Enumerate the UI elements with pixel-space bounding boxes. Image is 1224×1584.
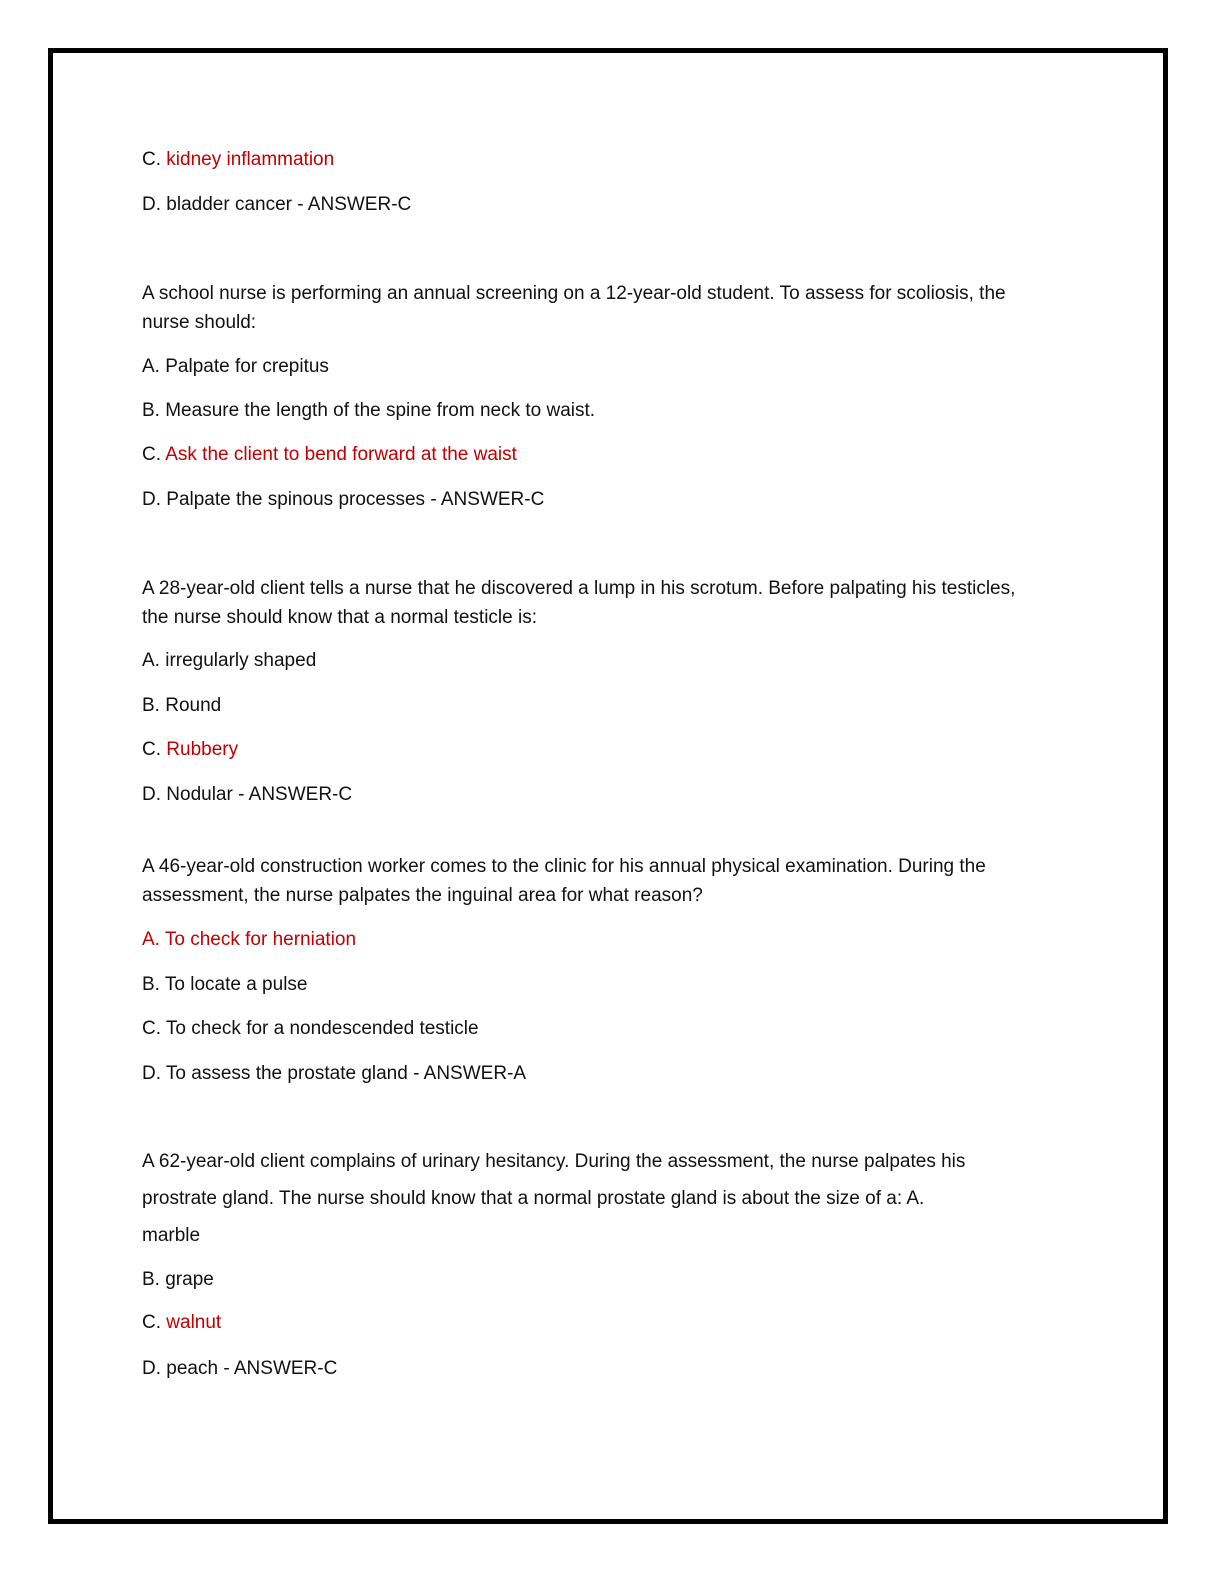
q3-option-a xyxy=(142,928,356,952)
q4-option-c-text: walnut xyxy=(166,1312,222,1333)
q1-stem-line1: A school nurse is performing an annual screening on a 12-year-old student. To assess for scoliosis, the xyxy=(142,283,1006,304)
q4-option-c xyxy=(142,1311,221,1335)
q4-option-b: B. grape xyxy=(142,1269,214,1290)
q3-option-b: B. To locate a pulse xyxy=(142,974,308,995)
q3-option-a-text: To check for herniation xyxy=(164,929,357,950)
q2-stem-line2: the nurse should know that a normal testicle is: xyxy=(142,607,537,628)
q2-stem-line1: A 28-year-old client tells a nurse that he discovered a lump in his scrotum. Before palpating his testicles, xyxy=(142,578,1016,599)
q0-option-c-letter: C. xyxy=(142,149,161,170)
q3-option-a-letter: A. xyxy=(142,929,160,950)
q4-option-d: D. peach - ANSWER-C xyxy=(142,1358,338,1379)
q0-option-c xyxy=(142,148,334,172)
q4-stem-line2: prostrate gland. The nurse should know that a normal prostate gland is about the size of a: A. xyxy=(142,1188,925,1209)
q2-option-b: B. Round xyxy=(142,695,222,716)
q2-option-a: A. irregularly shaped xyxy=(142,650,317,671)
q2-option-d: D. Nodular - ANSWER-C xyxy=(142,784,353,805)
q2-option-c-letter: C. xyxy=(142,739,161,760)
q1-option-c-letter: C. xyxy=(142,444,161,465)
q4-stem-line1: A 62-year-old client complains of urinary hesitancy. During the assessment, the nurse palpates his xyxy=(142,1151,966,1172)
q3-option-c: C. To check for a nondescended testicle xyxy=(142,1018,479,1039)
q3-option-d: D. To assess the prostate gland - ANSWER-A xyxy=(142,1063,527,1084)
q1-option-a: A. Palpate for crepitus xyxy=(142,356,329,377)
q1-stem-line2: nurse should: xyxy=(142,312,257,333)
q3-stem-line1: A 46-year-old construction worker comes to the clinic for his annual physical examination. During the xyxy=(142,856,986,877)
q4-stem-line3: marble xyxy=(142,1225,201,1246)
q0-option-c-text: kidney inflammation xyxy=(166,149,335,170)
q2-option-c xyxy=(142,738,238,762)
q1-option-b: B. Measure the length of the spine from neck to waist. xyxy=(142,400,596,421)
q3-stem-line2: assessment, the nurse palpates the inguinal area for what reason? xyxy=(142,885,703,906)
q1-option-d: D. Palpate the spinous processes - ANSWER-C xyxy=(142,489,545,510)
q4-option-c-letter: C. xyxy=(142,1312,161,1333)
q1-option-c xyxy=(142,443,517,467)
q0-option-d: D. bladder cancer - ANSWER-C xyxy=(142,194,412,215)
q2-option-c-text: Rubbery xyxy=(166,739,239,760)
q1-option-c-text: Ask the client to bend forward at the waist xyxy=(165,444,517,465)
